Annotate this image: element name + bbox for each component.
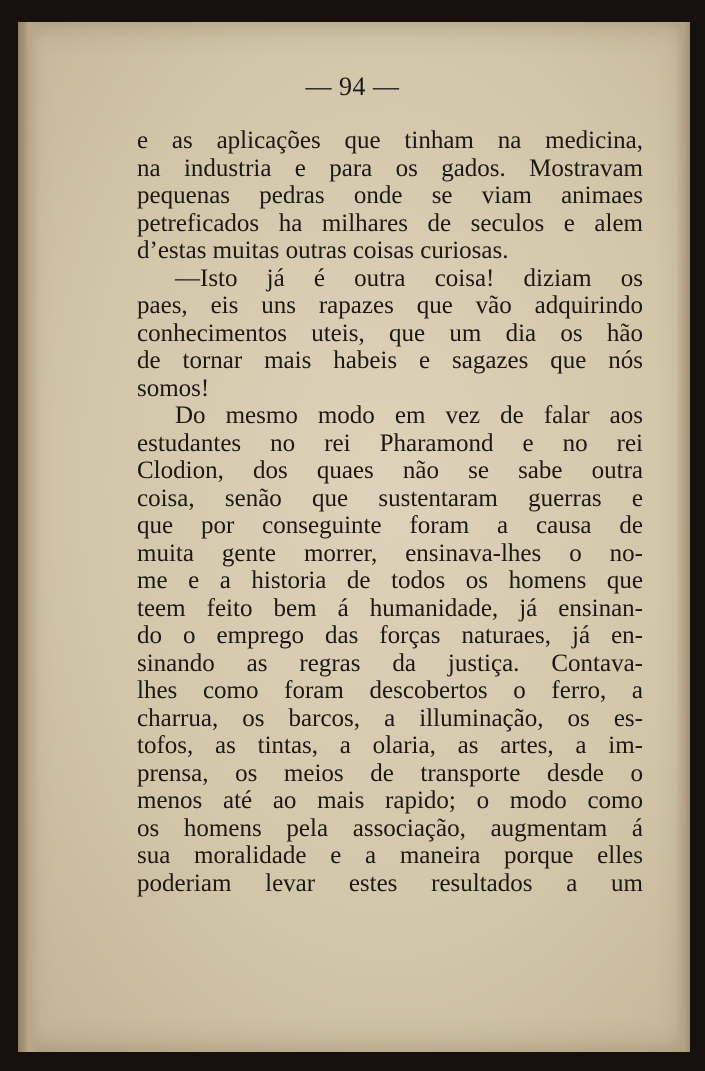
text-line: pequenas pedras onde se viam animaes [137, 182, 643, 209]
body-text [137, 127, 643, 897]
text-line: Do mesmo modo em vez de falar aos [175, 402, 643, 429]
text-line: Clodion, dos quaes não se sabe outra [137, 457, 643, 484]
page-right-edge [676, 22, 690, 1052]
text-line: paes, eis uns rapazes que vão adquirindo [137, 292, 643, 319]
text-line: tofos, as tintas, a olaria, as artes, a im- [137, 732, 643, 759]
text-line: lhes como foram descobertos o ferro, a [137, 677, 643, 704]
text-line: d’estas muitas outras coisas curiosas. [137, 237, 509, 264]
text-line: me e a historia de todos os homens que [137, 567, 643, 594]
text-line: de tornar mais habeis e sagazes que nós [137, 347, 643, 374]
text-line: do o emprego das forças naturaes, já en- [137, 622, 643, 649]
text-line: sua moralidade e a maneira porque elles [137, 842, 643, 869]
text-line: muita gente morrer, ensinava-lhes o no- [137, 539, 643, 567]
text-line: teem feito bem á humanidade, já ensinan- [137, 594, 643, 622]
text-line: conhecimentos uteis, que um dia os hão [137, 319, 643, 347]
text-line: coisa, senão que sustentaram guerras e [137, 484, 643, 512]
text-line: que por conseguinte foram a causa de [137, 512, 643, 539]
text-line: na industria e para os gados. Mostravam [137, 154, 643, 182]
text-line: os homens pela associação, augmentam á [137, 814, 643, 842]
text-line: sinando as regras da justiça. Contava- [137, 649, 643, 677]
text-line: somos! [137, 374, 210, 402]
text-line: petreficados ha milhares de seculos e alem [137, 209, 643, 237]
text-line: charrua, os barcos, a illuminação, os es- [137, 704, 643, 732]
text-line: prensa, os meios de transporte desde o [137, 759, 643, 787]
text-line: estudantes no rei Pharamond e no rei [137, 429, 643, 457]
text-line: e as aplicações que tinham na medicina, [137, 127, 643, 154]
text-line: menos até ao mais rapido; o modo como [137, 787, 643, 814]
page-number-header: — 94 — [305, 72, 400, 101]
text-line: —Isto já é outra coisa! diziam os [175, 264, 643, 292]
text-line: poderiam levar estes resultados a um [137, 869, 643, 897]
page-left-edge [18, 22, 40, 1052]
